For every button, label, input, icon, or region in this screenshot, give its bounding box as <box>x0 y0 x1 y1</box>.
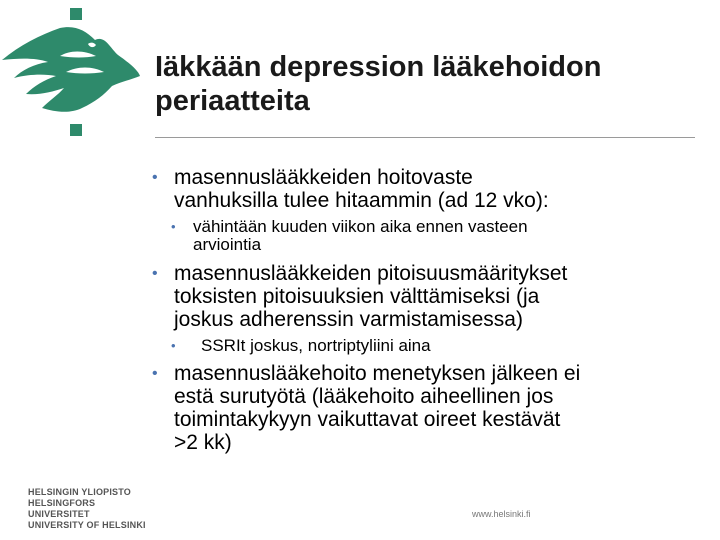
sub-bullet-dot-icon: • <box>171 338 176 353</box>
website-link[interactable]: www.helsinki.fi <box>472 509 531 519</box>
bullet-2-line-1: masennuslääkkeiden pitoisuusmääritykset <box>174 262 568 285</box>
university-name <box>28 487 158 531</box>
bullet-3 <box>152 362 687 454</box>
sub-bullet-2-line-1: SSRIt joskus, nortriptyliini aina <box>201 336 431 355</box>
bullet-dot-icon: • <box>152 265 158 282</box>
bullet-2 <box>152 262 687 331</box>
sub-bullet-1-line-2: arviointia <box>193 235 262 254</box>
sub-bullet-dot-icon: • <box>171 219 176 234</box>
bullet-2-line-3: joskus adherenssin varmistamisessa) <box>174 308 523 331</box>
bullet-1 <box>152 166 687 212</box>
bullet-1-text <box>174 166 687 212</box>
sub-bullet-2 <box>171 337 671 355</box>
bullet-1-line-2: vanhuksilla tulee hitaammin (ad 12 vko): <box>174 189 549 212</box>
bullet-3-line-2: estä surutyötä (lääkehoito aiheellinen jos <box>174 385 554 408</box>
bullet-2-line-2: toksisten pitoisuuksien välttämiseksi (ja <box>174 285 540 308</box>
sub-bullet-1 <box>171 218 671 254</box>
slide-title-line-1: Iäkkään depression lääkehoidon <box>155 51 602 83</box>
university-name-en: UNIVERSITY OF HELSINKI <box>28 520 146 530</box>
bullet-3-line-3: toimintakykyyn vaikuttavat oireet kestävät <box>174 408 561 431</box>
sub-bullet-1-text <box>193 218 671 254</box>
bullet-3-text <box>174 362 687 454</box>
sub-bullet-1-line-1: vähintään kuuden viikon aika ennen vasteen <box>193 217 528 236</box>
university-name-sv: HELSINGFORS UNIVERSITET <box>28 498 96 519</box>
university-name-fi: HELSINGIN YLIOPISTO <box>28 487 131 497</box>
bullet-3-line-1: masennuslääkehoito menetyksen jälkeen ei <box>174 362 581 385</box>
sub-bullet-2-text <box>201 337 671 355</box>
bullet-3-line-4: >2 kk) <box>174 431 232 454</box>
slide-title-line-2: periaatteita <box>155 85 310 117</box>
bullet-1-line-1: masennuslääkkeiden hoitovaste <box>174 166 473 189</box>
bullet-2-text <box>174 262 687 331</box>
bullet-dot-icon: • <box>152 169 158 186</box>
bullet-dot-icon: • <box>152 365 158 382</box>
